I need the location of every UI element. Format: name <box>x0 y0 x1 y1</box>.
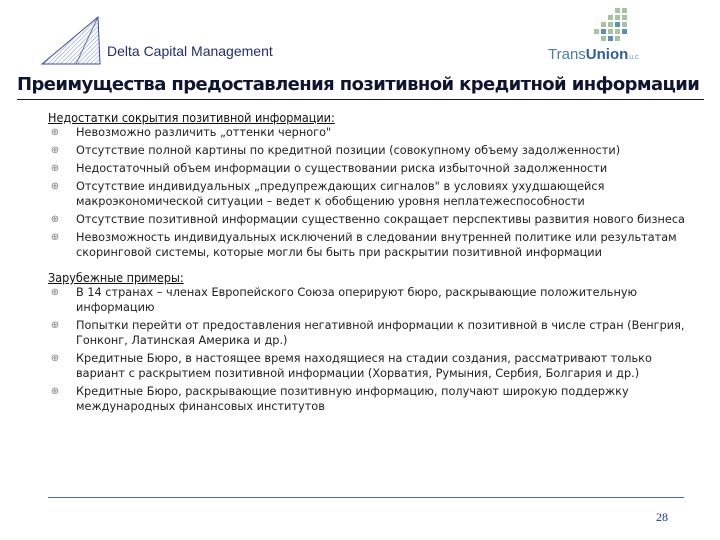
transunion-logo-bold: Union <box>585 46 629 63</box>
list-item <box>48 351 688 381</box>
foreign-examples-list <box>48 285 688 414</box>
bullet-glyph-icon: ⊕ <box>50 214 60 225</box>
list-item-text: Кредитные Бюро, в настоящее время находящиеся на стадии создания, рассматривают только вариант с раскрытием позитивной информации (Хорватия, Румыния, Сербия, Болгария и др.) <box>76 352 652 380</box>
transunion-logo-suffix: LLC <box>629 55 639 61</box>
list-item-text: Невозможность индивидуальных исключений в следовании внутренней политике или результатам скоринговой системы, которые могли бы быть при раскрытии позитивной информации <box>76 231 677 259</box>
bullet-glyph-icon: ⊕ <box>50 353 60 364</box>
list-item-text: Недостаточный объем информации о существовании риска избыточной задолженности <box>76 162 608 175</box>
list-item <box>48 161 688 176</box>
title-divider <box>17 99 704 100</box>
slide-content <box>48 110 688 424</box>
bullet-glyph-icon: ⊕ <box>50 386 60 397</box>
bullet-glyph-icon: ⊕ <box>50 163 60 174</box>
list-item <box>48 384 688 414</box>
slide-title: Преимущества предоставления позитивной кредитной информации <box>17 74 700 95</box>
transunion-mark-icon <box>585 6 629 50</box>
list-item <box>48 212 688 227</box>
bullet-glyph-icon: ⊕ <box>50 145 60 156</box>
footer-divider <box>48 497 684 498</box>
bullet-glyph-icon: ⊕ <box>50 320 60 331</box>
bullet-glyph-icon: ⊕ <box>50 232 60 243</box>
list-item-text: Попытки перейти от предоставления негативной информации к позитивной в числе стран (Венгрия, Гонконг, Латинская Америка и др.) <box>76 319 685 347</box>
list-item <box>48 143 688 158</box>
delta-triangle-logo-icon <box>38 14 102 66</box>
list-item <box>48 125 688 140</box>
list-item-text: Отсутствие индивидуальных „предупреждающих сигналов" в условиях ухудшающейся макроэкономической ситуации – ведет к обобщению уровня неплатежеспособности <box>76 180 605 208</box>
transunion-logo-prefix: Trans <box>548 46 586 63</box>
list-item <box>48 230 688 260</box>
list-item-text: Отсутствие полной картины по кредитной позиции (совокупному объему задолженности) <box>76 144 621 157</box>
section-heading-foreign-examples: Зарубежные примеры: <box>48 270 184 285</box>
bullet-glyph-icon: ⊕ <box>50 127 60 138</box>
list-item <box>48 318 688 348</box>
bullet-glyph-icon: ⊕ <box>50 181 60 192</box>
list-item-text: В 14 странах – членах Европейского Союза оперируют бюро, раскрывающие положительную информацию <box>76 286 638 314</box>
brand-name: Delta Capital Management <box>107 43 273 59</box>
list-item-text: Отсутствие позитивной информации существенно сокращает перспективы развития нового бизнеса <box>76 213 685 226</box>
section-heading-drawbacks: Недостатки сокрытия позитивной информации: <box>48 110 335 125</box>
drawbacks-list <box>48 125 688 260</box>
bullet-glyph-icon: ⊕ <box>50 287 60 298</box>
list-item <box>48 285 688 315</box>
transunion-logo <box>548 46 638 63</box>
list-item-text: Кредитные Бюро, раскрывающие позитивную информацию, получают широкую поддержку международных финансовых институтов <box>76 385 629 413</box>
list-item-text: Невозможно различить „оттенки черного" <box>76 126 332 139</box>
page-number: 28 <box>656 510 668 524</box>
list-item <box>48 179 688 209</box>
